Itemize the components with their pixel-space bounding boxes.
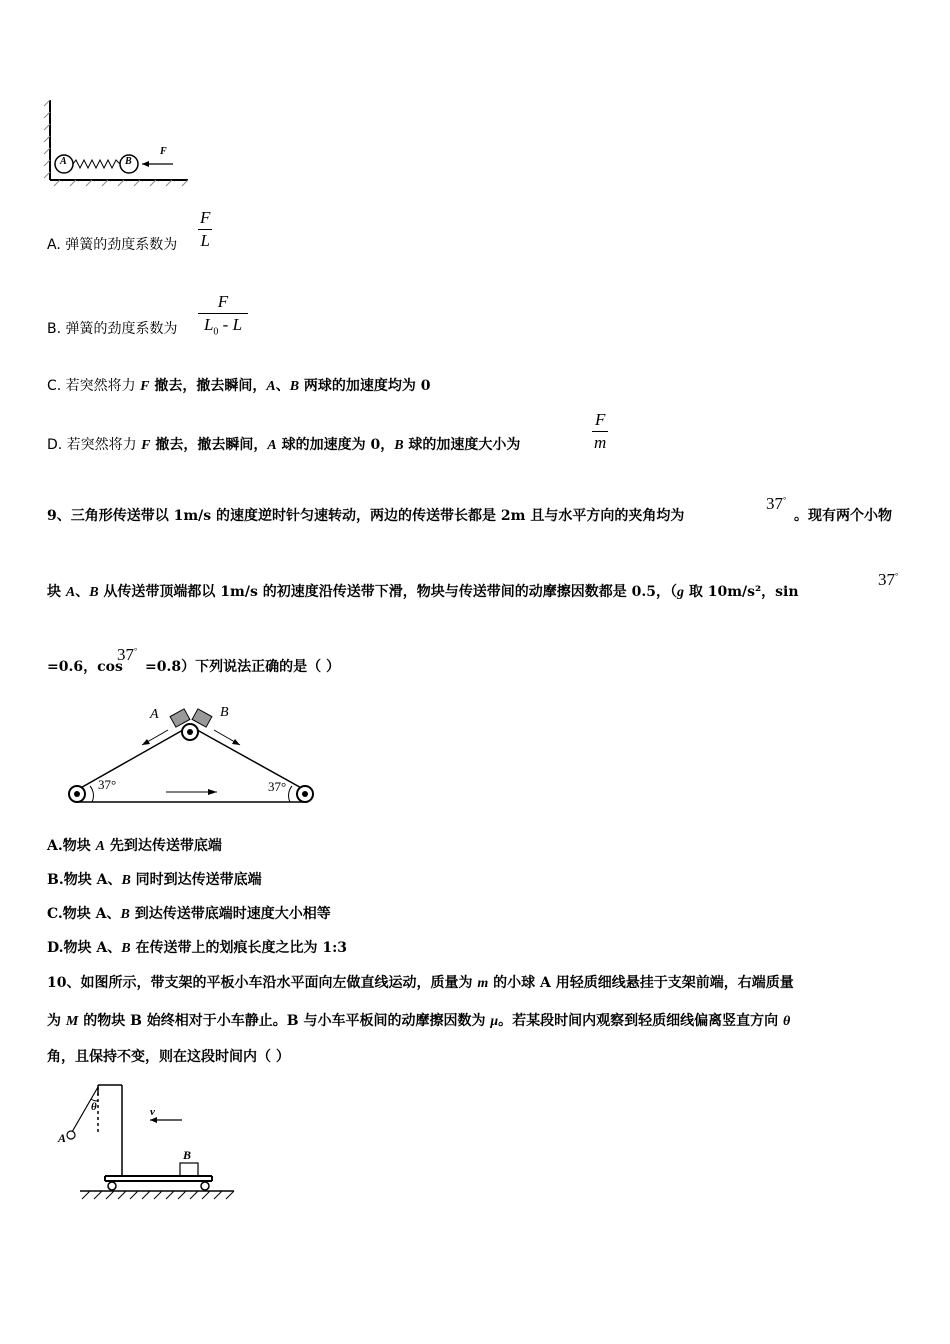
q9-line2-p1: 块 [47,584,66,600]
q8-a-text: A. 弹簧的劲度系数为 [47,237,178,253]
q9-line2-sep: 、 [75,584,90,600]
q9-fig-label-a: A [150,707,159,722]
q8-d-f: F [141,438,151,453]
fig1-label-a: A [60,156,67,167]
q9-line2-a: A [65,585,76,600]
q10-line2-M: M [65,1014,79,1029]
cart-figure [50,1075,250,1210]
q9-fig-angle-left: 37° [98,777,117,792]
q9-opt-b-p2: 同时到达传送带底端 [130,872,262,888]
q8-d-p3: 球的加速度为 0， [276,437,395,453]
q9-line-3 [47,657,123,677]
q8-d-p4: 球的加速度大小为 [403,437,521,453]
q9-line2-b: B [89,585,99,600]
q8-c-p1: C. 若突然将力 [47,378,141,394]
q8-d-a: A [267,438,277,453]
q9-line-1-end [794,506,892,526]
q9-line2-p3: 取 10m/s²，sin [683,584,799,600]
q9-angle-3-val: 37 [117,645,134,664]
spring-figure [40,98,200,188]
q8-b-den [198,315,248,337]
q9-option-d [47,938,347,959]
q9-opt-b-v1: B [121,873,131,888]
q8-b-num: F [217,292,229,311]
q10-fig-label-b: B [183,1148,192,1162]
q9-angle-2-val: 37 [878,570,895,589]
q8-b-fraction [198,292,248,337]
q9-line-2 [47,582,799,603]
q10-line2-mu: μ [490,1014,499,1029]
spring [73,160,120,168]
q8-a-den: L [200,231,210,250]
q9-opt-b-p1: B.物块 A、 [47,872,122,888]
q8-d-fraction [592,410,608,453]
q9-opt-c-v1: B [120,907,130,922]
q8-d-den: m [594,433,607,452]
q9-option-c [47,904,331,925]
q8-c-sep: 、 [275,378,290,394]
q9-angle-1 [766,494,786,514]
q8-d-p1: D. 若突然将力 [47,437,142,453]
q10-fig-label-theta: θ [91,1101,97,1113]
q10-line2-theta: θ [783,1014,791,1029]
fig1-label-f: F [160,146,167,157]
q9-angle-1-deg: ° [783,495,787,505]
ball-a [67,1131,75,1139]
block-b [192,709,212,727]
q8-a-fraction [198,208,212,251]
q9-line3-p2: =0.8）下列说法正确的是（ ） [145,659,340,675]
fig1-label-b: B [125,156,132,167]
q8-b-den-sub: 0 [213,326,219,338]
q8-option-b [47,318,178,339]
q9-opt-d-p2: 在传送带上的划痕长度之比为 1:3 [130,940,348,956]
q9-opt-c-p1: C.物块 A、 [47,906,121,922]
q8-option-d [47,435,520,456]
q8-option-a [47,234,177,255]
q9-line-3-end [145,657,340,677]
q10-line2-p1: 为 [47,1013,66,1029]
q10-line2-p2: 的物块 B 始终相对于小车静止。B 与小车平板间的动摩擦因数为 [78,1013,491,1029]
q10-line-2 [47,1011,790,1032]
q10-line-3 [47,1047,290,1067]
q9-angle-3-deg: ° [134,646,138,656]
q9-line1-end-text: 。现有两个小物 [794,508,892,524]
q8-d-p2: 撤去，撤去瞬间， [150,437,268,453]
q10-line2-p3: 。若某段时间内观察到轻质细线偏离竖直方向 [498,1013,784,1029]
q8-d-num: F [594,410,606,429]
q8-b-text: B. 弹簧的劲度系数为 [47,321,178,337]
q8-option-c [47,376,431,397]
q8-c-p3: 两球的加速度均为 0 [299,378,431,394]
q9-opt-a-v1: A [95,839,105,854]
q8-d-b: B [394,438,404,453]
q9-option-a [47,836,222,857]
q9-opt-a-p1: A.物块 [47,838,96,854]
q9-angle-1-val: 37 [766,494,783,513]
q8-c-f: F [140,379,150,394]
q8-a-num: F [200,208,211,227]
block-b [180,1163,198,1176]
q10-line1-p1: 10、如图所示，带支架的平板小车沿水平面向左做直线运动，质量为 [47,975,478,991]
q9-line-1 [47,506,684,526]
q9-line2-g: g [676,585,684,600]
q8-c-b: B [289,379,300,394]
conveyor-figure [62,700,327,810]
q9-line2-p2: 从传送带顶端都以 1m/s 的初速度沿传送带下滑，物块与传送带间的动摩擦因数都是 0.5，（ [98,584,677,600]
q8-c-a: A [266,379,276,394]
q9-opt-a-p2: 先到达传送带底端 [104,838,222,854]
q9-opt-d-p1: D.物块 A、 [47,940,122,956]
q10-line3-text: 角，且保持不变，则在这段时间内（ ） [47,1049,290,1065]
q9-angle-2-deg: ° [895,571,899,581]
q9-opt-c-p2: 到达传送带底端时速度大小相等 [129,906,331,922]
q10-line-1 [47,973,794,994]
q9-option-b [47,870,262,891]
q9-fig-label-b: B [220,705,229,720]
q8-c-p2: 撤去，撤去瞬间， [149,378,267,394]
q9-angle-2 [878,570,898,590]
q9-line1-text: 9、三角形传送带以 1m/s 的速度逆时针匀速转动，两边的传送带长都是 2m 且与水平方向的夹角均为 [47,508,685,524]
q10-fig-label-v: v [150,1106,155,1118]
q9-angle-3 [117,645,137,665]
q8-b-den-rest: - L [218,315,243,334]
q9-line3-p1: =0.6，cos [47,659,123,675]
q10-line1-m: m [477,976,489,991]
q9-fig-angle-right: 37° [268,779,287,794]
q10-line1-p2: 的小球 A 用轻质细线悬挂于支架前端，右端质量 [488,975,794,991]
q9-opt-d-v1: B [121,941,131,956]
q10-fig-label-a: A [58,1131,67,1145]
q8-b-den-l0: L [203,315,214,334]
